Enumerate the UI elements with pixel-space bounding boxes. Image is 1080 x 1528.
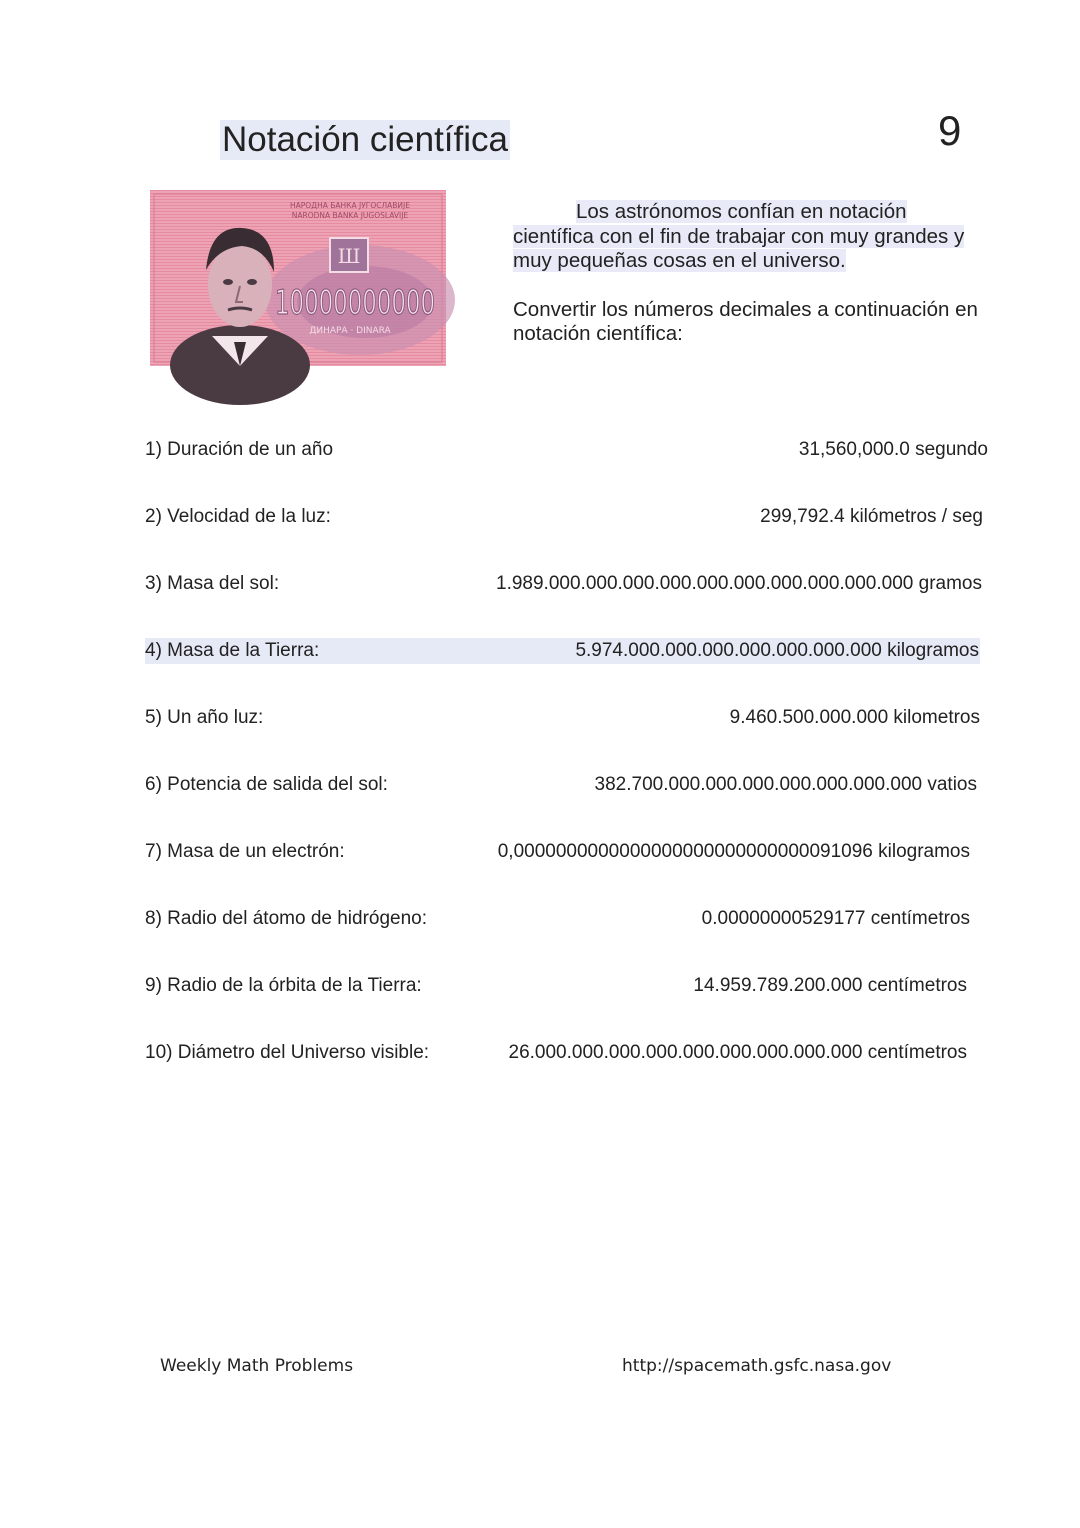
- svg-text:Ш: Ш: [337, 244, 361, 268]
- problem-value-1: 31,560,000.0 segundo: [798, 439, 988, 460]
- problem-row-4: [145, 638, 980, 664]
- banknote-bank-cyrillic: НАРОДНА БАНКА ЈУГОСЛАВИЈЕ: [290, 201, 410, 210]
- page-title: Notación científica: [222, 120, 508, 159]
- problem-row-10: [145, 1040, 990, 1066]
- problem-label-5: 5) Un año luz:: [145, 707, 264, 728]
- problem-value-7: 0,0000000000000000000000000000091096 kilogramos: [497, 841, 970, 862]
- problem-label-1: 1) Duración de un año: [145, 439, 334, 460]
- problem-row-5: [145, 705, 990, 731]
- problem-label-8: 8) Radio del átomo de hidrógeno:: [145, 908, 428, 929]
- banknote-image: [150, 190, 446, 366]
- problem-row-1: [145, 437, 990, 463]
- problem-label-10: 10) Diámetro del Universo visible:: [145, 1042, 430, 1063]
- problem-value-2: 299,792.4 kilómetros / seg: [760, 506, 983, 527]
- intro-paragraph-1: Los astrónomos confían en notación científica con el fin de trabajar con muy grandes y muy pequeñas cosas en el universo.: [513, 200, 965, 272]
- problem-value-4: 5.974.000.000.000.000.000.000.000 kilogramos: [575, 640, 979, 661]
- problem-label-2: 2) Velocidad de la luz:: [145, 506, 331, 527]
- page-number: 9: [938, 107, 962, 154]
- problem-row-9: [145, 973, 990, 999]
- banknote-currency: ДИНАРА · DINARA: [309, 326, 391, 336]
- problem-row-6: [145, 772, 990, 798]
- intro-text: [513, 200, 993, 347]
- problem-value-6: 382.700.000.000.000.000.000.000.000 vatios: [594, 774, 977, 795]
- banknote-bank-latin: NARODNA BANKA JUGOSLAVIJE: [291, 211, 409, 220]
- problem-label-3: 3) Masa del sol:: [145, 573, 280, 594]
- problem-label-9: 9) Radio de la órbita de la Tierra:: [145, 975, 422, 996]
- intro-paragraph-2: Convertir los números decimales a continuación en notación científica:: [513, 297, 978, 345]
- problem-value-5: 9.460.500.000.000 kilometros: [729, 707, 980, 728]
- footer-left-text: Weekly Math Problems: [160, 1356, 354, 1376]
- problem-label-6: 6) Potencia de salida del sol:: [145, 774, 388, 795]
- problem-value-10: 26.000.000.000.000.000.000.000.000.000 centímetros: [508, 1042, 967, 1063]
- footer-url-text: http://spacemath.gsfc.nasa.gov: [622, 1356, 892, 1376]
- banknote-denomination: 10000000000: [275, 283, 435, 323]
- problem-value-3: 1.989.000.000.000.000.000.000.000.000.000.000 gramos: [496, 573, 982, 594]
- problem-value-8: 0.00000000529177 centímetros: [701, 908, 970, 929]
- problem-label-4: 4) Masa de la Tierra:: [145, 640, 320, 661]
- problem-label-7: 7) Masa de un electrón:: [145, 841, 345, 862]
- problem-row-8: [145, 906, 990, 932]
- problem-value-9: 14.959.789.200.000 centímetros: [693, 975, 967, 996]
- problem-row-2: [145, 504, 990, 530]
- problem-row-7: [145, 839, 990, 865]
- problem-row-3: [145, 571, 990, 597]
